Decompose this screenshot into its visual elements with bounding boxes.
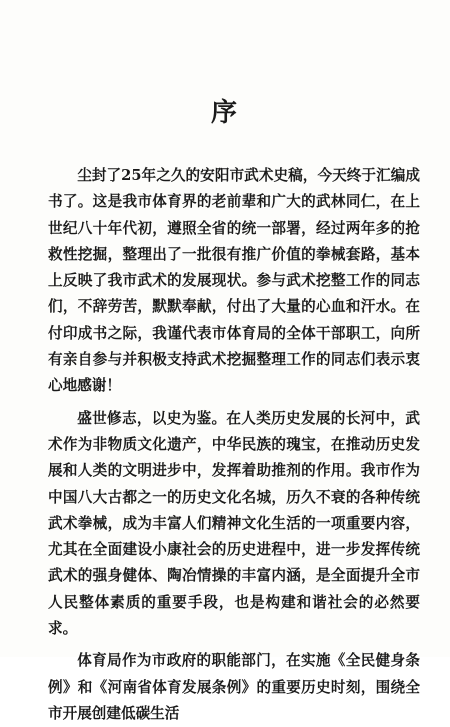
paragraph-3: 体育局作为市政府的职能部门，在实施《全民健身条例》和《河南省体育发展条例》的重要历史时刻，围绕全市开展创建低碳生活 (48, 652, 420, 722)
paragraph-1: 尘封了25年之久的安阳市武术史稿，今天终于汇编成书了。这是我市体育界的老前辈和广大的武林同仁，在上世纪八十年代初，遵照全省的统一部署，经过两年多的抢救性挖掘，整理出了一批很有推广价值的拳械套路，基本上反映了我市武术的发展现状。参与武术挖整工作的同志们，不辞劳苦，默默奉献，付出了大量的心血和汗水。在付印成书之际，我谨代表市体育局的全体干部职工，向所有亲自参与并积极支持武术挖掘整理工作的同志们表示衷心地感谢！ (48, 167, 420, 395)
body-text (48, 163, 420, 727)
page-title: 序 (210, 98, 239, 128)
paragraph-2: 盛世修志，以史为鉴。在人类历史发展的长河中，武术作为非物质文化遗产，中华民族的瑰宝，在推动历史发展和人类的文明进步中，发挥着助推剂的作用。我市作为中国八大古都之一的历史文化名城，历久不衰的各种传统武术拳械，成为丰富人们精神文化生活的一项重要内容，尤其在全面建设小康社会的历史进程中，进一步发挥传统武术的强身健体、陶冶情操的丰富内涵，是全面提升全市人民整体素质的重要手段，也是构建和谐社会的必然要求。 (48, 409, 420, 638)
